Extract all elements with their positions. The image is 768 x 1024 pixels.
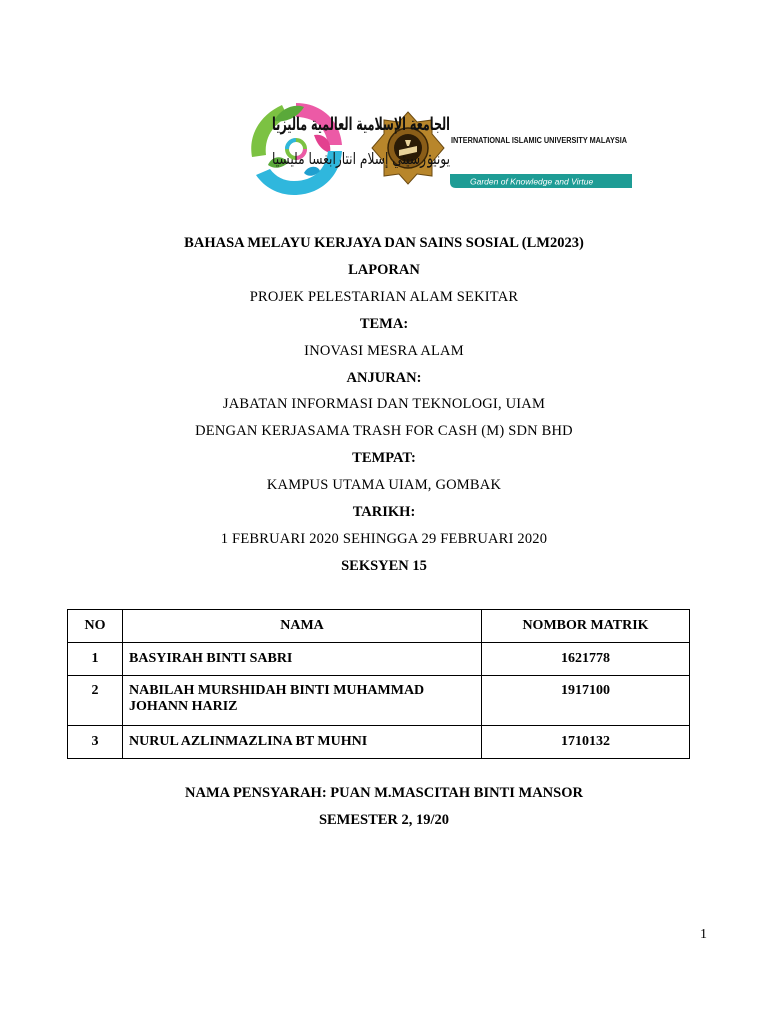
tempat-value: KAMPUS UTAMA UIAM, GOMBAK	[266, 477, 502, 493]
row-nama: NURUL AZLINMAZLINA BT MUHNI	[123, 726, 482, 759]
seksyen-label: SEKSYEN 15	[341, 558, 427, 574]
iium-tagline: Garden of Knowledge and Virtue	[470, 176, 594, 187]
anjuran-line-2: DENGAN KERJASAMA TRASH FOR CASH (M) SDN BHD	[195, 423, 573, 439]
iium-jawi-text: يونيۏرسيتي إسلام انتارابغسا مليسيا	[272, 149, 505, 168]
row-matrik: 1621778	[482, 643, 690, 676]
row-matrik: 1917100	[482, 676, 690, 726]
iium-logo	[272, 108, 632, 192]
header-matrik: NOMBOR MATRIK	[482, 610, 690, 643]
iium-english-text: INTERNATIONAL ISLAMIC UNIVERSITY MALAYSIA	[451, 135, 627, 145]
row-no: 1	[68, 643, 123, 676]
header-nama: NAMA	[123, 610, 482, 643]
row-nama-line-2: JOHANN HARIZ	[129, 699, 238, 714]
lecturer-name: NAMA PENSYARAH: PUAN M.MASCITAH BINTI MANSOR	[185, 785, 583, 801]
header-no: NO	[68, 610, 123, 643]
row-nama	[123, 676, 482, 726]
page-number: 1	[700, 927, 707, 942]
student-table	[67, 609, 690, 759]
tema-label: TEMA:	[359, 316, 409, 332]
course-title: BAHASA MELAYU KERJAYA DAN SAINS SOSIAL (LM2023)	[184, 235, 584, 251]
row-nama: BASYIRAH BINTI SABRI	[123, 643, 482, 676]
tarikh-label: TARIKH:	[352, 504, 416, 520]
row-no: 2	[68, 676, 123, 726]
tema-value: INOVASI MESRA ALAM	[304, 343, 464, 359]
semester: SEMESTER 2, 19/20	[318, 812, 450, 828]
table-row	[68, 676, 690, 726]
project-title: PROJEK PELESTARIAN ALAM SEKITAR	[249, 289, 519, 305]
anjuran-label: ANJURAN:	[346, 370, 422, 386]
report-label: LAPORAN	[348, 262, 420, 278]
anjuran-line-1: JABATAN INFORMASI DAN TEKNOLOGI, UIAM	[222, 396, 546, 412]
eco-recycle-logo	[244, 95, 348, 199]
table-row	[68, 726, 690, 759]
tempat-label: TEMPAT:	[352, 450, 416, 466]
iium-arabic-text: الجامعة الإسلامية العالمية ماليزيا	[272, 114, 450, 135]
table-row	[68, 643, 690, 676]
row-nama-line-1: NABILAH MURSHIDAH BINTI MUHAMMAD	[129, 683, 425, 698]
table-header-row	[68, 610, 690, 643]
row-no: 3	[68, 726, 123, 759]
tarikh-value: 1 FEBRUARI 2020 SEHINGGA 29 FEBRUARI 2020	[220, 531, 548, 547]
row-matrik: 1710132	[482, 726, 690, 759]
